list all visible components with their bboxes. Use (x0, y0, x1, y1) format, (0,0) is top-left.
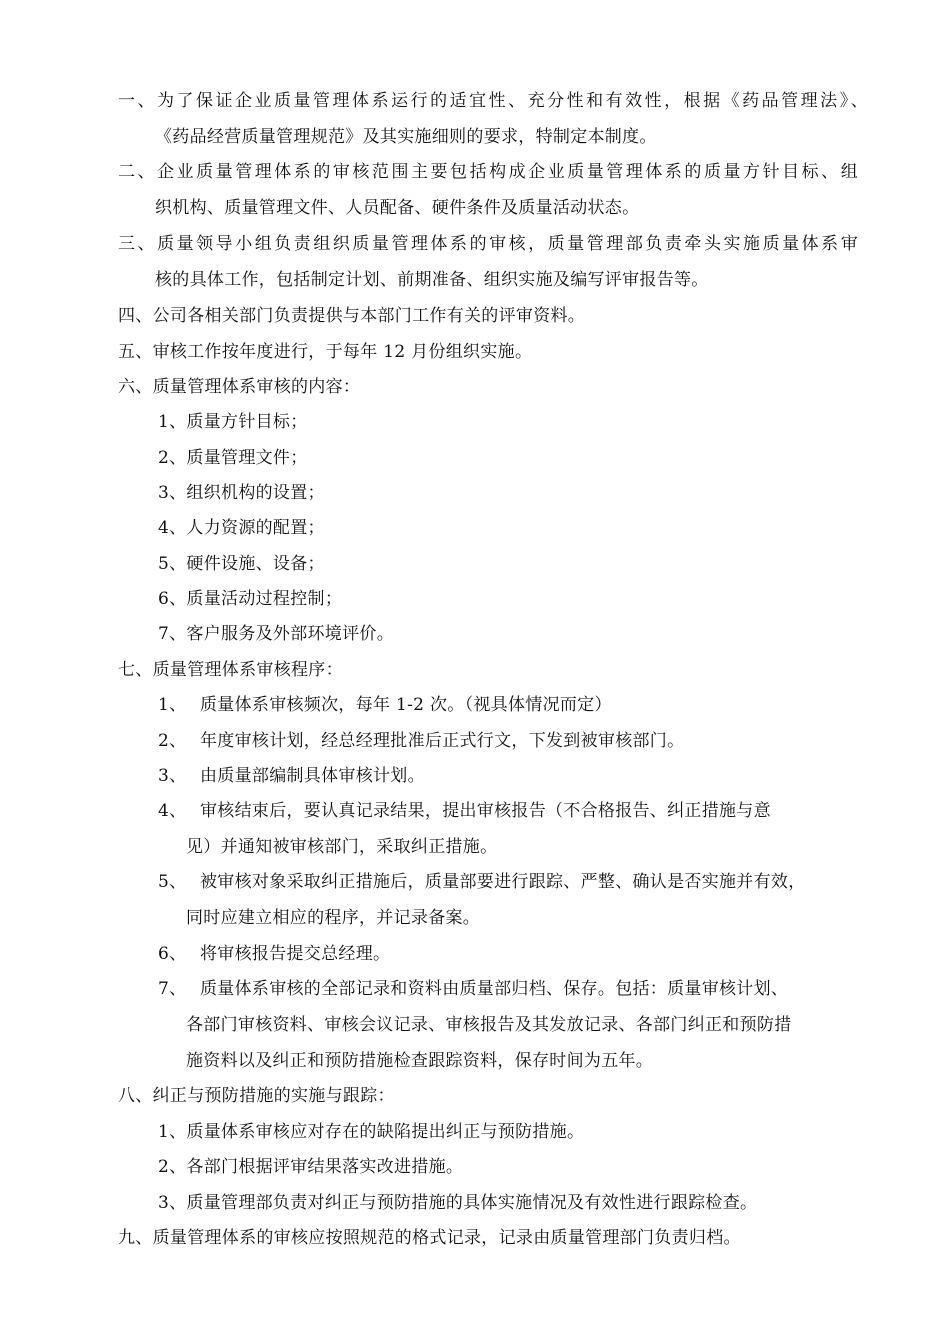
section-6-item-6: 6、质量活动过程控制； (158, 589, 343, 609)
item-number: 6、 (158, 944, 187, 964)
section-6-item-2: 2、质量管理文件； (158, 448, 308, 468)
section-7-item-7-continuation-2: 施资料以及纠正和预防措施检查跟踪资料，保存时间为五年。 (186, 1051, 654, 1071)
section-8-item-3: 3、质量管理部负责对纠正与预防措施的具体实施情况及有效性进行跟踪检查。 (158, 1193, 758, 1213)
section-6-item-7: 7、客户服务及外部环境评价。 (158, 624, 395, 644)
section-7-item-5-continuation: 同时应建立相应的程序，并记录备案。 (186, 908, 481, 928)
section-2-line-2: 织机构、质量管理文件、人员配备、硬件条件及质量活动状态。 (155, 198, 640, 218)
item-number: 3、 (158, 766, 187, 786)
section-2-line-1: 二、企业质量管理体系的审核范围主要包括构成企业质量管理体系的质量方针目标、组 (118, 162, 858, 182)
section-4: 四、公司各相关部门负责提供与本部门工作有关的评审资料。 (118, 306, 586, 326)
item-number: 2、 (158, 731, 187, 751)
section-8-item-2: 2、各部门根据评审结果落实改进措施。 (158, 1157, 464, 1177)
section-7-item-1 (158, 694, 612, 716)
section-8-title: 八、纠正与预防措施的实施与跟踪： (118, 1086, 395, 1106)
section-7-item-6 (158, 943, 390, 965)
section-6-item-4: 4、人力资源的配置； (158, 518, 325, 538)
section-7-item-5 (158, 871, 806, 893)
section-9: 九、质量管理体系的审核应按照规范的格式记录，记录由质量管理部门负责归档。 (118, 1228, 741, 1248)
section-8-item-1: 1、质量体系审核应对存在的缺陷提出纠正与预防措施。 (158, 1122, 585, 1142)
section-7-item-2 (158, 730, 684, 752)
section-1-line-1: 一、为了保证企业质量管理体系运行的适宜性、充分性和有效性，根据《药品管理法》、 (118, 91, 868, 111)
item-text: 年度审核计划，经总经理批准后正式行文，下发到被审核部门。 (200, 731, 685, 751)
section-3-line-1: 三、质量领导小组负责组织质量管理体系的审核，质量管理部负责牵头实施质量体系审 (118, 234, 858, 254)
section-6-item-5: 5、硬件设施、设备； (158, 554, 325, 574)
item-number: 1、 (158, 695, 187, 715)
section-7-item-7 (158, 978, 788, 1000)
item-number: 5、 (158, 872, 187, 892)
section-6-item-1: 1、质量方针目标； (158, 412, 308, 432)
section-1-line-2: 《药品经营质量管理规范》及其实施细则的要求，特制定本制度。 (155, 127, 657, 147)
section-7-item-4 (158, 800, 771, 822)
item-text: 将审核报告提交总经理。 (200, 944, 391, 964)
item-text: 质量体系审核频次，每年 1-2 次。（视具体情况而定） (200, 695, 612, 715)
section-5: 五、审核工作按年度进行，于每年 12 月份组织实施。 (118, 342, 533, 362)
section-7-item-7-continuation-1: 各部门审核资料、审核会议记录、审核报告及其发放记录、各部门纠正和预防措 (186, 1015, 792, 1035)
item-text: 质量体系审核的全部记录和资料由质量部归档、保存。包括：质量审核计划、 (200, 979, 789, 999)
item-number: 4、 (158, 801, 187, 821)
section-7-title: 七、质量管理体系审核程序： (118, 660, 343, 680)
section-7-item-4-continuation: 见）并通知被审核部门，采取纠正措施。 (186, 837, 498, 857)
item-text: 被审核对象采取纠正措施后，质量部要进行跟踪、严整、确认是否实施并有效， (200, 872, 806, 892)
section-3-line-2: 核的具体工作，包括制定计划、前期准备、组织实施及编写评审报告等。 (155, 270, 709, 290)
section-6-item-3: 3、组织机构的设置； (158, 483, 325, 503)
item-text: 由质量部编制具体审核计划。 (200, 766, 425, 786)
section-6-title: 六、质量管理体系审核的内容： (118, 377, 361, 397)
item-text: 审核结束后，要认真记录结果，提出审核报告（不合格报告、纠正措施与意 (200, 801, 771, 821)
item-number: 7、 (158, 979, 187, 999)
section-7-item-3 (158, 765, 425, 787)
